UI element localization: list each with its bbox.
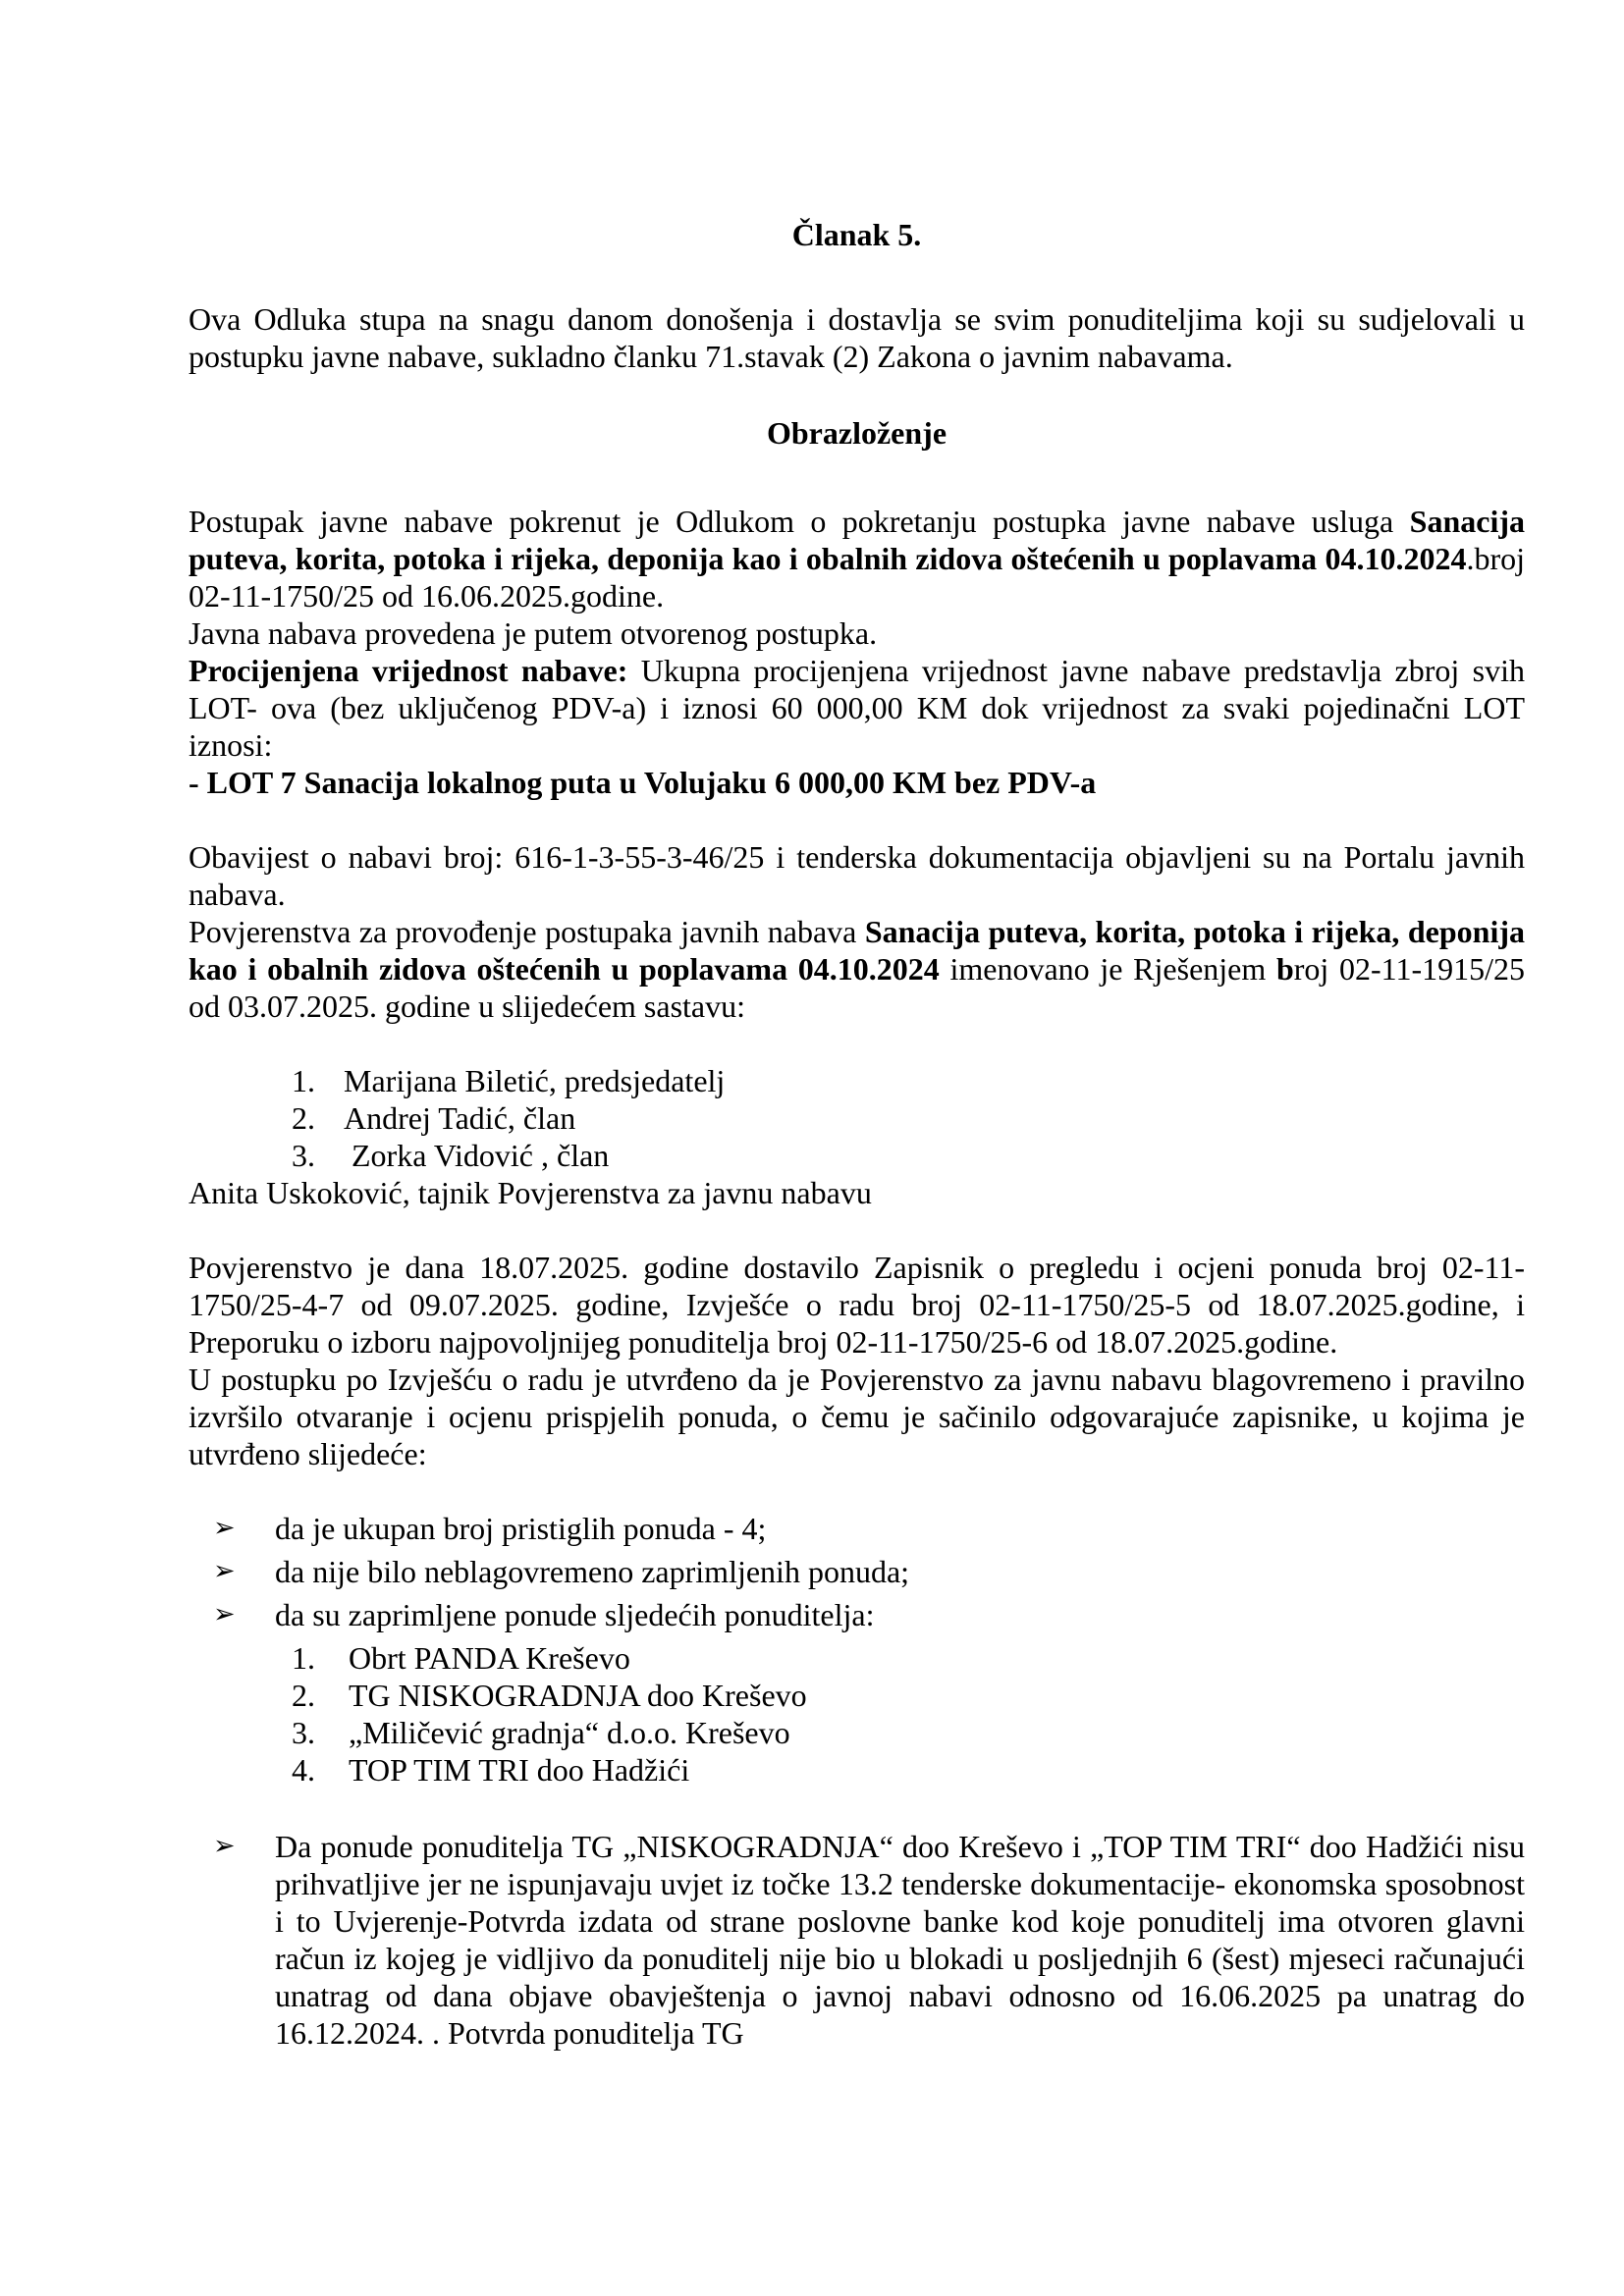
finding-item: [213, 1510, 1525, 1547]
process-paragraph: U postupku po Izvješću o radu je utvrđeno da je Povjerenstvo za javnu nabavu blagovremeno i pravilno izvršilo otvaranje i ocjenu prispjelih ponuda, o čemu je sačinilo odgovarajuće zapisnike, u kojima je utvrđeno slijedeće:: [189, 1362, 1525, 1471]
list-number: 2.: [292, 1100, 315, 1136]
list-number: 2.: [292, 1678, 315, 1713]
committee-paragraph: [189, 913, 1525, 1025]
lot-line: - LOT 7 Sanacija lokalnog puta u Volujaku 6 000,00 KM bez PDV-a: [189, 765, 1097, 800]
bidder-name: TG NISKOGRADNJA doo Kreševo: [349, 1678, 807, 1713]
finding-text: da su zaprimljene ponude sljedećih ponuditelja:: [275, 1597, 875, 1632]
committee-tail: roj 02-11-1915/25 od 03.07.2025. godine u slijedećem sastavu:: [189, 951, 1526, 1024]
committee-mid: imenovano je Rješenjem: [939, 951, 1276, 987]
arrow-bullet-icon: ➢: [213, 1599, 236, 1629]
blank-line: [189, 1472, 1525, 1510]
procurement-tail: .broj 02-11-1750/25 od 16.06.2025.godine.: [189, 541, 1525, 614]
estimated-value-paragraph: [189, 652, 1525, 764]
committee-member-name: Andrej Tadić, član: [344, 1100, 576, 1136]
committee-member-row: [292, 1062, 1525, 1099]
committee-bold-letter: b: [1275, 951, 1294, 987]
list-number: 4.: [292, 1752, 315, 1788]
section-heading: Obrazloženje: [766, 415, 947, 451]
finding-item: [213, 1596, 1525, 1633]
finding-text: da nije bilo neblagovremeno zaprimljenih ponuda;: [275, 1554, 910, 1589]
findings-list: [189, 1510, 1525, 2052]
committee-member-name: Zorka Vidović , član: [344, 1138, 610, 1173]
list-number: 3.: [292, 1715, 315, 1750]
article-heading: Članak 5.: [791, 217, 922, 252]
estimated-value-label: Procijenjena vrijednost nabave:: [189, 653, 641, 688]
committee-member-name: Marijana Biletić, predsjedatelj: [344, 1063, 726, 1098]
bidder-row: [292, 1714, 1525, 1751]
rejection-item: [213, 1828, 1525, 2052]
committee-member-row: [292, 1099, 1525, 1137]
bidder-name: Obrt PANDA Kreševo: [349, 1640, 630, 1676]
rejection-paragraph: Da ponude ponuditelja TG „NISKOGRADNJA“ doo Kreševo i „TOP TIM TRI“ doo Hadžići nisu prihvatljive jer ne ispunjavaju uvjet iz točke 13.2 tenderske dokumentacije- ekonomska sposobnost i to Uvjerenje-Potvrda izdata od strane poslovne banke kod koje ponuditelj ima otvoren glavni račun iz kojeg je vidljivo da ponuditelj nije bio u blokadi u posljednjih 6 (šest) mjeseci računajući unatrag od dana objave obavještenja o javnoj nabavi odnosno od 16.06.2025 pa unatrag do 16.12.2024. . Potvrda ponuditelja TG: [275, 1829, 1525, 2051]
intro-paragraph: Ova Odluka stupa na snagu danom donošenja i dostavlja se svim ponuditeljima koji su sudjelovali u postupku javne nabave, sukladno članku 71.stavak (2) Zakona o javnim nabavama.: [189, 301, 1525, 374]
arrow-bullet-icon: ➢: [213, 1556, 236, 1586]
blank-line: [189, 801, 1525, 838]
report-paragraph: Povjerenstvo je dana 18.07.2025. godine dostavilo Zapisnik o pregledu i ocjeni ponuda broj 02-11-1750/25-4-7 od 09.07.2025. godine, Izvješće o radu broj 02-11-1750/25-5 od 18.07.2025.godine, i Preporuku o izboru najpovoljnijeg ponuditelja broj 02-11-1750/25-6 od 18.07.2025.godine.: [189, 1250, 1525, 1360]
bidder-row: [292, 1751, 1525, 1789]
bidder-name: „Miličević gradnja“ d.o.o. Kreševo: [349, 1715, 790, 1750]
bidder-row: [292, 1639, 1525, 1677]
arrow-bullet-icon: ➢: [213, 1831, 236, 1861]
arrow-bullet-icon: ➢: [213, 1513, 236, 1543]
open-procedure-line: Javna nabava provedena je putem otvorenog postupka.: [189, 615, 878, 651]
list-number: 1.: [292, 1640, 315, 1676]
committee-secretary: Anita Uskoković, tajnik Povjerenstva za javnu nabavu: [189, 1175, 872, 1210]
blank-line: [189, 1025, 1525, 1062]
estimated-value-body: Ukupna procijenjena vrijednost javne nabave predstavlja zbroj svih LOT- ova (bez uključenog PDV-a) i iznosi 60 000,00 KM dok vrijednost za svaki pojedinačni LOT iznosi:: [189, 653, 1526, 763]
blank-line: [189, 1211, 1525, 1249]
bidder-row: [292, 1677, 1525, 1714]
committee-subject: Sanacija puteva, korita, potoka i rijeka, deponija kao i obalnih zidova oštećenih u poplavama 04.10.2024: [189, 914, 1525, 987]
finding-text: da je ukupan broj pristiglih ponuda - 4;: [275, 1511, 767, 1546]
procurement-lead: Postupak javne nabave pokrenut je Odlukom o pokretanju postupka javne nabave usluga: [189, 504, 1410, 539]
committee-lead: Povjerenstva za provođenje postupaka javnih nabava: [189, 914, 865, 949]
notice-paragraph: Obavijest o nabavi broj: 616-1-3-55-3-46/25 i tenderska dokumentacija objavljeni su na Portalu javnih nabava.: [189, 839, 1525, 912]
committee-member-row: [292, 1137, 1525, 1174]
procurement-subject: Sanacija puteva, korita, potoka i rijeka, deponija kao i obalnih zidova oštećenih u poplavama 04.10.2024: [189, 504, 1525, 576]
finding-item: [213, 1553, 1525, 1590]
list-number: 1.: [292, 1063, 315, 1098]
bidders-list: [189, 1639, 1525, 1789]
committee-members-list: [189, 1062, 1525, 1211]
bidder-name: TOP TIM TRI doo Hadžići: [349, 1752, 690, 1788]
list-number: 3.: [292, 1138, 315, 1173]
procurement-paragraph: [189, 503, 1525, 614]
